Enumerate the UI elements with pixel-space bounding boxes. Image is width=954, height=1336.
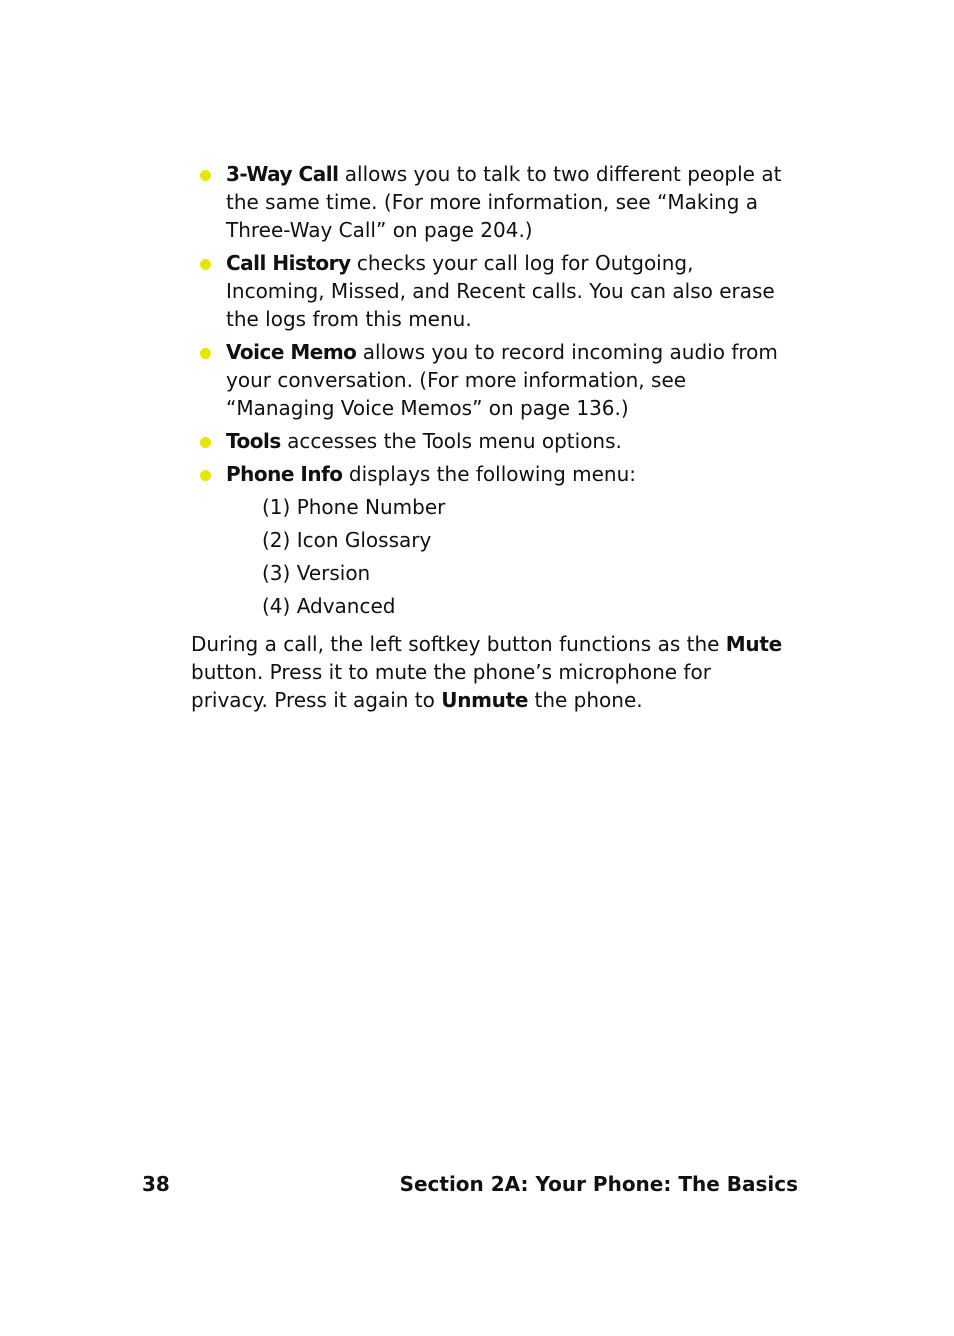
bullet-term: Voice Memo <box>226 340 357 364</box>
feature-bullet-list <box>196 160 796 625</box>
page-footer <box>142 1170 798 1198</box>
submenu-item: (2) Icon Glossary <box>262 528 432 552</box>
bullet-text: displays the following menu: <box>342 462 637 486</box>
paragraph-text: During a call, the left softkey button functions as the <box>191 632 726 656</box>
bullet-dot-icon <box>200 348 211 359</box>
submenu-item: (4) Advanced <box>262 594 396 618</box>
list-item <box>196 427 796 455</box>
bullet-text: accesses the Tools menu options. <box>280 429 622 453</box>
list-item <box>196 249 796 333</box>
bullet-dot-icon <box>200 470 211 481</box>
submenu-item: (3) Version <box>262 561 371 585</box>
mute-term: Mute <box>725 632 782 656</box>
list-item <box>196 460 796 620</box>
list-item <box>196 160 796 244</box>
bullet-term: Call History <box>226 251 351 275</box>
unmute-term: Unmute <box>441 688 529 712</box>
paragraph-text: button. Press it to mute the phone’s microphone for privacy. Press it again to <box>191 660 711 712</box>
paragraph-text: the phone. <box>528 688 643 712</box>
mute-paragraph <box>191 630 791 714</box>
list-item <box>196 338 796 422</box>
page-number: 38 <box>142 1172 170 1196</box>
section-title: Section 2A: Your Phone: The Basics <box>399 1172 798 1196</box>
bullet-term: Tools <box>226 429 281 453</box>
bullet-dot-icon <box>200 437 211 448</box>
bullet-dot-icon <box>200 170 211 181</box>
bullet-term: 3-Way Call <box>226 162 339 186</box>
bullet-text: allows you to record incoming audio from your conversation. (For more information, see “Managing Voice Memos” on page 136.) <box>226 340 778 420</box>
phone-info-submenu <box>262 493 796 620</box>
bullet-term: Phone Info <box>226 462 343 486</box>
bullet-dot-icon <box>200 259 211 270</box>
bullet-text: checks your call log for Outgoing, Incoming, Missed, and Recent calls. You can also erase the logs from this menu. <box>226 251 775 331</box>
bullet-text: allows you to talk to two different people at the same time. (For more information, see “Making a Three-Way Call” on page 204.) <box>226 162 782 242</box>
submenu-item: (1) Phone Number <box>262 495 446 519</box>
